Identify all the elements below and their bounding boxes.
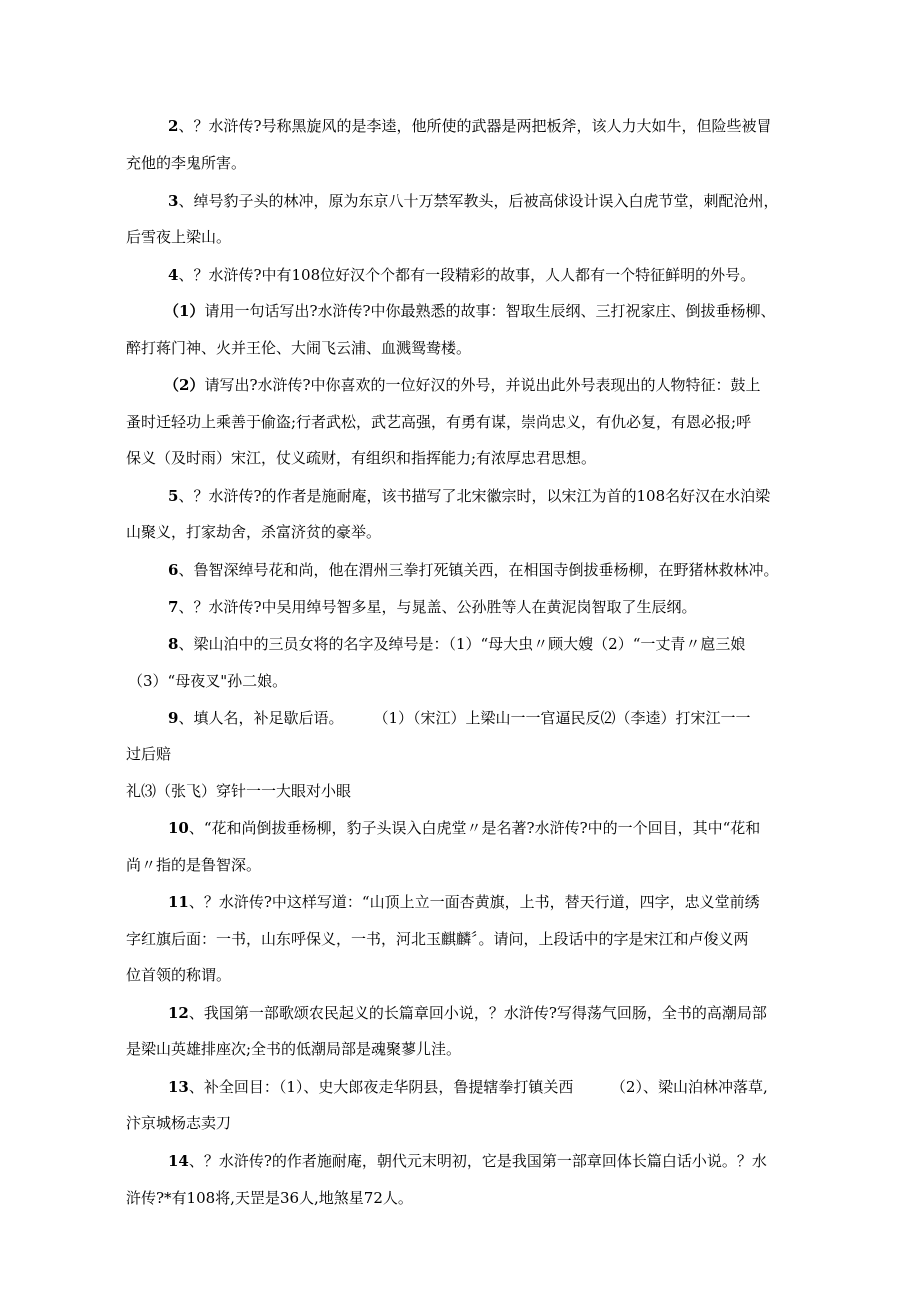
item-number: 11	[168, 893, 189, 911]
item-4-2-line-1	[164, 375, 761, 395]
item-text: 、？水浒传?的作者是施耐庵，该书描写了北宋徽宗时，以宋江为首的108名好汉在水泊梁	[178, 487, 771, 505]
item-11-line-3: 位首领的称谓。	[126, 966, 232, 984]
item-2-line-1	[168, 116, 771, 136]
item-4-line-1	[168, 265, 755, 285]
item-text: 、填人名，补足歇后语。 （1）（宋江）上梁山一一官逼民反⑵（李逵）打宋江一一	[178, 709, 751, 727]
item-5-line-2: 山聚义，打家劫舍，杀富济贫的豪举。	[126, 523, 382, 541]
item-4-2-line-3: 保义（及时雨）宋江，仗义疏财，有组织和指挥能力;有浓厚忠君思想。	[126, 449, 597, 467]
item-text: 、鲁智深绰号花和尚，他在渭州三拳打死镇关西，在相国寺倒拔垂杨柳，在野猪林救林冲。	[178, 561, 779, 579]
item-10-line-2: 尚〃指的是鲁智深。	[126, 856, 262, 874]
item-text: 、梁山泊中的三员女将的名字及绰号是：（1）“母大虫〃顾大嫂（2）“一丈青〃扈三娘	[178, 635, 746, 653]
item-3-line-1	[168, 191, 778, 211]
item-number: 5	[168, 487, 179, 505]
item-9-line-3: 礼⑶（张飞）穿针一一大眼对小眼	[126, 782, 352, 800]
item-text: 、？水浒传?号称黑旋风的是李逵，他所使的武器是两把板斧，该人力大如牛，但险些被冒	[178, 117, 772, 135]
item-number: 4	[168, 266, 179, 284]
item-number: （2）	[164, 376, 205, 394]
item-9-line-2: 过后赔	[126, 745, 172, 763]
item-2-line-2: 充他的李鬼所害。	[126, 154, 247, 172]
item-text: 、？水浒传?的作者施耐庵，朝代元末明初，它是我国第一部章回体长篇白话小说。？水	[188, 1152, 767, 1170]
item-number: 9	[168, 709, 179, 727]
item-number: 14	[168, 1152, 189, 1170]
item-4-2-line-2: 蚤时迁轻功上乘善于偷盗;行者武松，武艺高强，有勇有谋，崇尚忠义，有仇必复，有恩必报;呼	[126, 413, 752, 431]
item-text: 、？水浒传?中这样写道：“山顶上立一面杏黄旗，上书，替天行道，四字，忠义堂前绣	[188, 893, 760, 911]
item-text: 、“花和尚倒拔垂杨柳，豹子头误入白虎堂〃是名著?水浒传?中的一个回目，其中“花和	[188, 819, 761, 837]
item-number: 6	[168, 561, 179, 579]
item-4-1-line-2: 醉打蒋门神、火并王伦、大闹飞云浦、血溅鸳鸯楼。	[126, 339, 472, 357]
item-5-line-1	[168, 486, 770, 506]
item-text: 请写出?水浒传?中你喜欢的一位好汉的外号，并说出此外号表现出的人物特征：鼓上	[204, 376, 761, 394]
item-12-line-1	[168, 1003, 767, 1023]
item-14-line-2: 浒传?*有108将,天罡是36人,地煞星72人。	[126, 1189, 413, 1207]
item-text: 、绰号豹子头的林冲，原为东京八十万禁军教头，后被高俅设计误入白虎节堂，刺配沧州，	[178, 192, 779, 210]
item-7-line-1	[168, 597, 696, 617]
item-10-line-1	[168, 818, 760, 838]
item-text: 、？水浒传?中吴用绰号智多星，与晁盖、公孙胜等人在黄泥岗智取了生辰纲。	[178, 598, 697, 616]
item-number: 7	[168, 598, 179, 616]
item-11-line-1	[168, 892, 760, 912]
item-6-line-1	[168, 560, 778, 580]
item-4-1-line-1	[164, 301, 776, 321]
item-11-line-2: 字红旗后面：一书，山东呼保义，一书，河北玉麒麟〞。请问，上段话中的字是宋江和卢俊义两	[126, 930, 749, 948]
item-text: 请用一句话写出?水浒传?中你最熟悉的故事：智取生辰纲、三打祝家庄、倒拔垂杨柳、	[204, 302, 776, 320]
item-number: 13	[168, 1078, 189, 1096]
item-text: 、我国第一部歌颂农民起义的长篇章回小说，？水浒传?写得荡气回肠，全书的高潮局部	[188, 1004, 767, 1022]
item-text: 、补全回目：（1）、史大郎夜走华阴县，鲁提辖拳打镇关西 （2）、梁山泊林冲落草,	[188, 1078, 768, 1096]
item-number: 10	[168, 819, 189, 837]
item-number: （1）	[164, 302, 205, 320]
item-13-line-2: 汴京城杨志卖刀	[126, 1114, 232, 1132]
item-number: 12	[168, 1004, 189, 1022]
item-9-line-1	[168, 708, 751, 728]
item-8-line-2: （3）“母夜叉"孙二娘。	[128, 672, 288, 690]
item-3-line-2: 后雪夜上梁山。	[126, 228, 232, 246]
item-8-line-1	[168, 634, 745, 654]
item-number: 2	[168, 117, 179, 135]
item-12-line-2: 是梁山英雄排座次;全书的低潮局部是魂聚蓼儿洼。	[126, 1040, 462, 1058]
item-number: 3	[168, 192, 179, 210]
item-14-line-1	[168, 1151, 767, 1171]
item-number: 8	[168, 635, 179, 653]
item-text: 、？水浒传?中有108位好汉个个都有一段精彩的故事，人人都有一个特征鲜明的外号。	[178, 266, 756, 284]
item-13-line-1	[168, 1077, 768, 1097]
